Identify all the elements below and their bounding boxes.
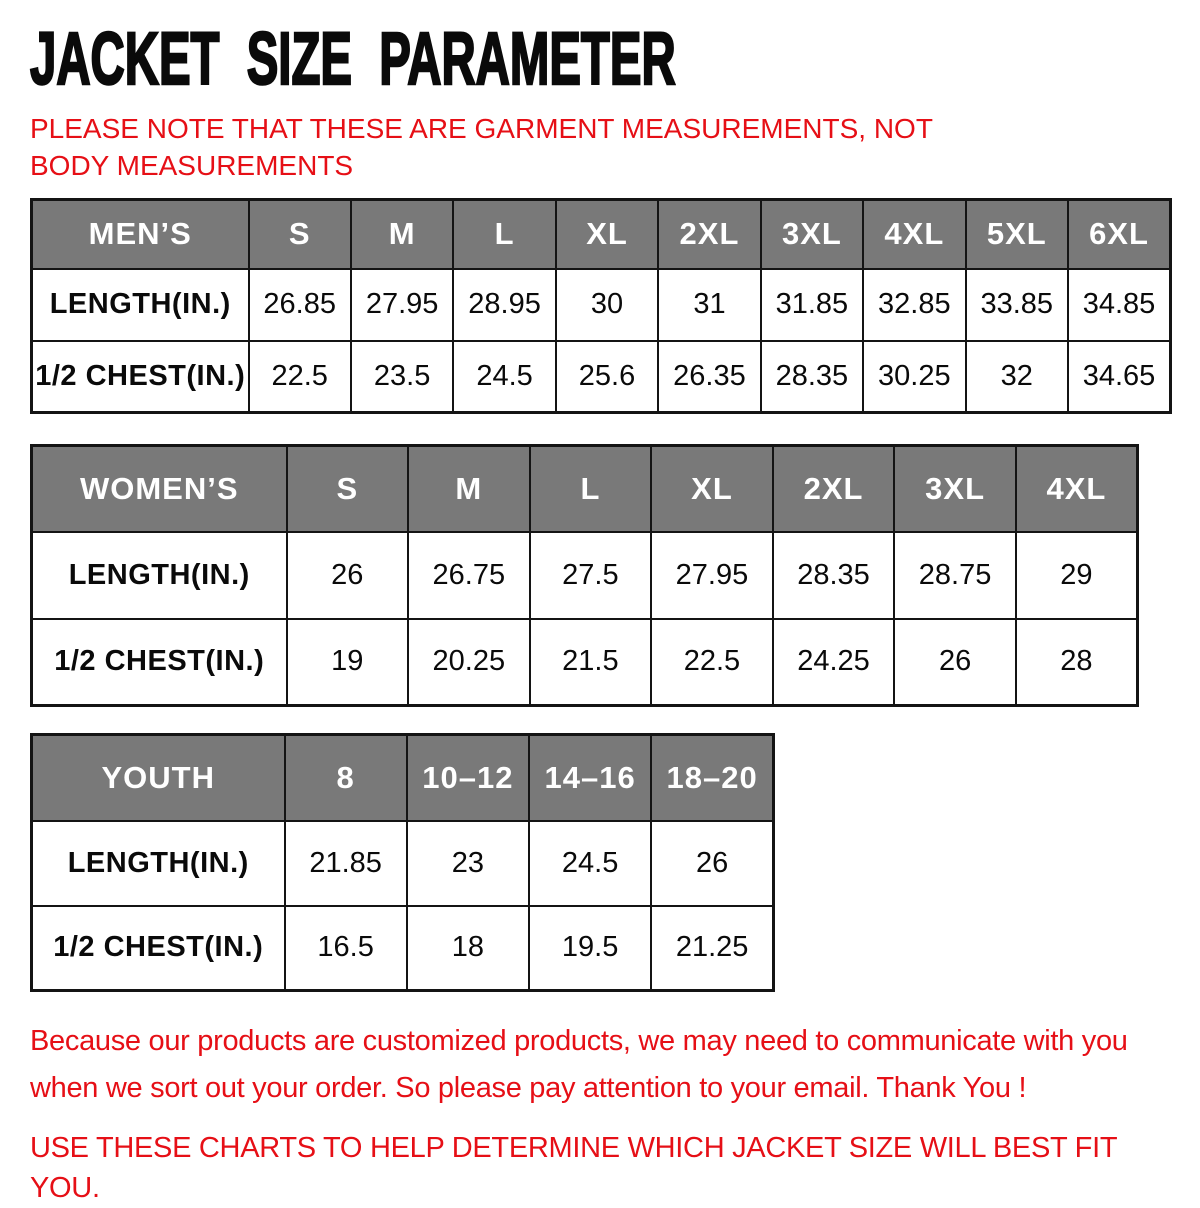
size-value: 29 (1016, 532, 1138, 619)
size-value: 18 (407, 906, 529, 991)
size-column-header: XL (651, 446, 773, 532)
row-label: 1/2 CHEST(IN.) (32, 906, 285, 991)
womens-header-row (32, 446, 1138, 532)
size-value: 28.35 (761, 341, 863, 413)
size-value: 22.5 (249, 341, 351, 413)
size-value: 21.5 (530, 619, 652, 706)
row-label: 1/2 CHEST(IN.) (32, 341, 249, 413)
size-value: 27.5 (530, 532, 652, 619)
mens-header-row (32, 200, 1171, 269)
size-value: 32 (966, 341, 1068, 413)
mens-size-table (30, 198, 1172, 414)
youth-length-row (32, 821, 774, 906)
size-value: 31 (658, 269, 760, 341)
size-value: 27.95 (351, 269, 453, 341)
size-column-header: 3XL (761, 200, 863, 269)
size-value: 26.75 (408, 532, 530, 619)
size-value: 23 (407, 821, 529, 906)
womens-chest-row (32, 619, 1138, 706)
size-value: 27.95 (651, 532, 773, 619)
size-value: 19.5 (529, 906, 651, 991)
size-value: 24.5 (453, 341, 555, 413)
size-value: 28.95 (453, 269, 555, 341)
size-column-header: 3XL (894, 446, 1016, 532)
size-column-header: 8 (285, 735, 407, 821)
size-value: 28 (1016, 619, 1138, 706)
youth-chest-row (32, 906, 774, 991)
size-value: 26.85 (249, 269, 351, 341)
size-column-header: XL (556, 200, 658, 269)
row-label: 1/2 CHEST(IN.) (32, 619, 287, 706)
size-column-header: 18–20 (651, 735, 773, 821)
size-column-header: 2XL (773, 446, 895, 532)
size-value: 26 (651, 821, 773, 906)
size-column-header: 4XL (863, 200, 965, 269)
size-column-header: S (287, 446, 409, 532)
size-value: 25.6 (556, 341, 658, 413)
size-column-header: M (408, 446, 530, 532)
row-label: LENGTH(IN.) (32, 269, 249, 341)
garment-measurement-note: PLEASE NOTE THAT THESE ARE GARMENT MEASUREMENTS, NOT BODY MEASUREMENTS (30, 113, 933, 181)
size-value: 21.25 (651, 906, 773, 991)
youth-size-table (30, 733, 775, 992)
size-value: 30.25 (863, 341, 965, 413)
page-title: JACKET SIZE PARAMETER (30, 17, 676, 100)
size-value: 34.85 (1068, 269, 1171, 341)
size-value: 16.5 (285, 906, 407, 991)
size-value: 19 (287, 619, 409, 706)
size-value: 24.25 (773, 619, 895, 706)
size-value: 28.35 (773, 532, 895, 619)
youth-table-label: YOUTH (32, 735, 285, 821)
size-column-header: 10–12 (407, 735, 529, 821)
footer-usage-note: USE THESE CHARTS TO HELP DETERMINE WHICH JACKET SIZE WILL BEST FIT YOU. (30, 1132, 1117, 1204)
size-value: 31.85 (761, 269, 863, 341)
size-value: 28.75 (894, 532, 1016, 619)
size-value: 21.85 (285, 821, 407, 906)
row-label: LENGTH(IN.) (32, 532, 287, 619)
size-column-header: 2XL (658, 200, 760, 269)
womens-table-label: WOMEN’S (32, 446, 287, 532)
size-value: 33.85 (966, 269, 1068, 341)
size-column-header: 5XL (966, 200, 1068, 269)
womens-size-table (30, 444, 1139, 707)
size-column-header: M (351, 200, 453, 269)
youth-header-row (32, 735, 774, 821)
size-value: 24.5 (529, 821, 651, 906)
size-column-header: 14–16 (529, 735, 651, 821)
size-value: 26 (287, 532, 409, 619)
size-column-header: 4XL (1016, 446, 1138, 532)
mens-table-label: MEN’S (32, 200, 249, 269)
size-column-header: 6XL (1068, 200, 1171, 269)
size-value: 26 (894, 619, 1016, 706)
size-column-header: L (453, 200, 555, 269)
size-value: 30 (556, 269, 658, 341)
mens-chest-row (32, 341, 1171, 413)
size-column-header: S (249, 200, 351, 269)
row-label: LENGTH(IN.) (32, 821, 285, 906)
size-value: 34.65 (1068, 341, 1171, 413)
size-column-header: L (530, 446, 652, 532)
womens-length-row (32, 532, 1138, 619)
size-value: 26.35 (658, 341, 760, 413)
size-value: 23.5 (351, 341, 453, 413)
footer-communication-note: Because our products are customized products, we may need to communicate with you when we sort out your order. So please pay attention to your email. Thank You ! (30, 1025, 1128, 1104)
mens-length-row (32, 269, 1171, 341)
size-value: 20.25 (408, 619, 530, 706)
size-value: 22.5 (651, 619, 773, 706)
size-value: 32.85 (863, 269, 965, 341)
